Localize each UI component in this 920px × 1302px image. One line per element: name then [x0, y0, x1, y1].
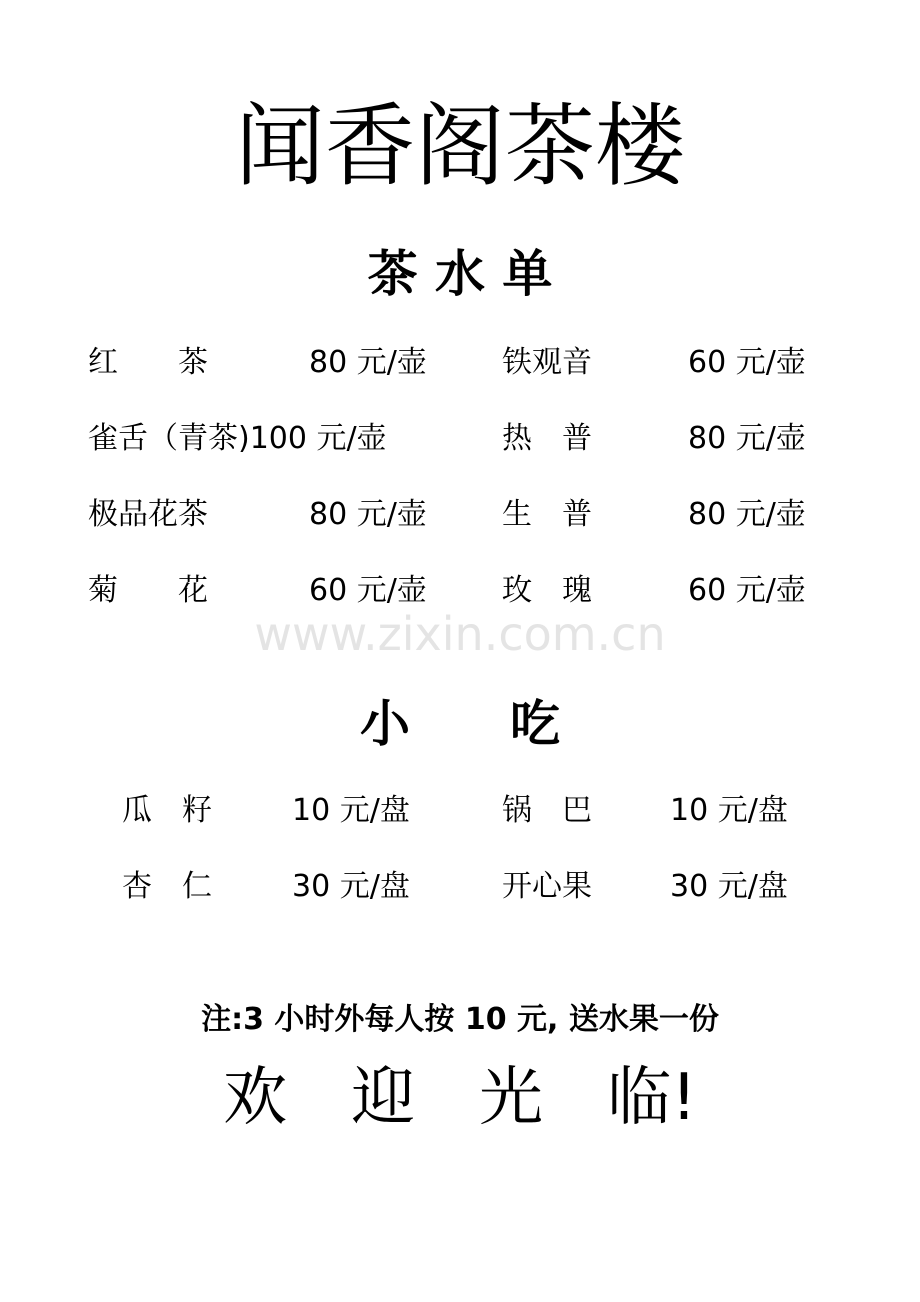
- tea-item-name: 生 普: [502, 497, 592, 532]
- snack-item-price: 30 元/盘: [292, 869, 410, 904]
- tea-item-name: 极品花茶: [88, 497, 208, 532]
- snack-item-name: 瓜 籽: [122, 793, 212, 828]
- welcome-text: 欢 迎 光 临!: [223, 1061, 697, 1135]
- tea-item-price: 60 元/壶: [309, 573, 427, 608]
- tea-item-price: 80 元/壶: [688, 421, 806, 456]
- tea-item-price: 80 元/壶: [309, 497, 427, 532]
- tea-item-name: 铁观音: [502, 345, 592, 380]
- snack-item-name: 开心果: [502, 869, 592, 904]
- page-title: 闻香阁茶楼: [235, 94, 685, 199]
- snack-item-price: 10 元/盘: [292, 793, 410, 828]
- snack-menu-heading: 小 吃: [360, 695, 560, 753]
- snack-item-name: 杏 仁: [122, 869, 212, 904]
- tea-menu-heading: 茶 水 单: [367, 245, 553, 303]
- watermark: www.zixin.com.cn: [254, 607, 666, 661]
- tea-item-price: 60 元/壶: [688, 345, 806, 380]
- tea-item-name: 雀舌（青茶)100 元/壶: [88, 421, 387, 456]
- tea-item-price: 80 元/壶: [309, 345, 427, 380]
- note-text: 注:3 小时外每人按 10 元, 送水果一份: [201, 1002, 719, 1037]
- tea-item-name: 红 茶: [88, 345, 208, 380]
- snack-item-price: 30 元/盘: [670, 869, 788, 904]
- tea-item-name: 菊 花: [88, 573, 208, 608]
- tea-item-price: 80 元/壶: [688, 497, 806, 532]
- snack-item-price: 10 元/盘: [670, 793, 788, 828]
- tea-item-name: 热 普: [502, 421, 592, 456]
- snack-item-name: 锅 巴: [502, 793, 592, 828]
- tea-item-name: 玫 瑰: [502, 573, 592, 608]
- tea-item-price: 60 元/壶: [688, 573, 806, 608]
